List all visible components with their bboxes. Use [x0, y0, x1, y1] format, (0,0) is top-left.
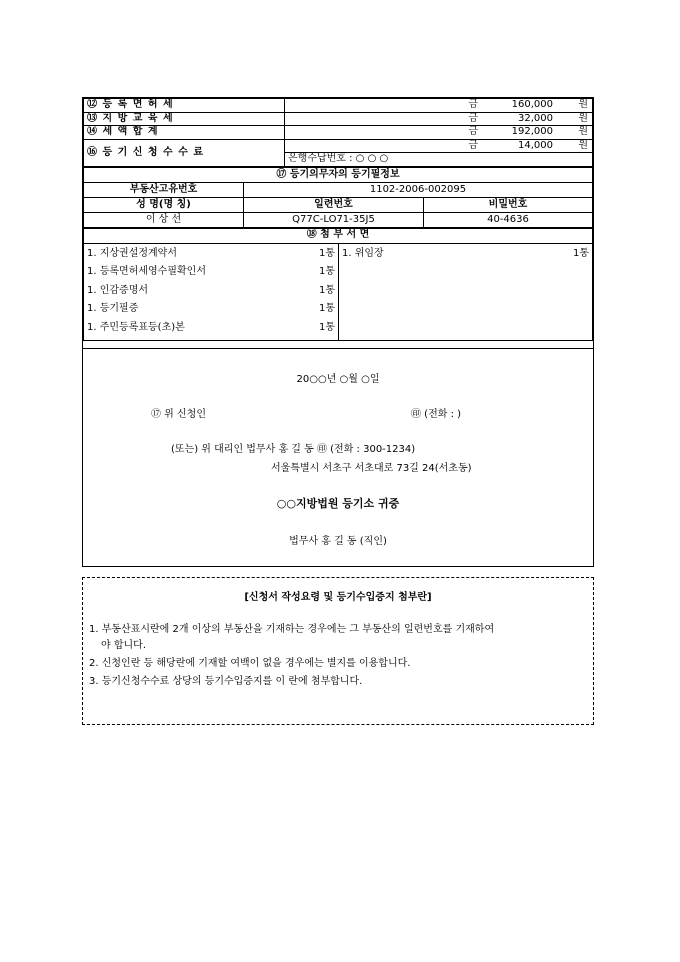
- agent-line: (또는) 위 대리인 법무사 홍 길 동 ㊞ (전화 : 300-1234): [171, 444, 416, 455]
- fee-amount: 192,000: [511, 126, 553, 138]
- fee-row: [84, 112, 593, 126]
- fee-label: ⑫ 등 록 면 허 세: [84, 99, 285, 113]
- fee-geum: 금: [468, 126, 478, 138]
- fee-amount: 160,000: [511, 99, 553, 111]
- fee-amount: 14,000: [518, 139, 553, 151]
- serial-label: 일련번호: [244, 197, 424, 212]
- fee-label: ⑬ 지 방 교 육 세: [84, 112, 285, 126]
- name-label: 성 명(명 칭): [84, 197, 244, 212]
- bank-receipt-number: 은행수납번호 : ○ ○ ○: [285, 153, 593, 167]
- guide-item: 3. 등기신청수수료 상당의 등기수입증지를 이 란에 첨부합니다.: [89, 676, 363, 687]
- guide-box: [82, 577, 594, 725]
- lawyer-seal: 법무사 홍 길 동 (직인): [289, 536, 387, 547]
- fee-table: [83, 98, 593, 167]
- fee-amount: 32,000: [518, 112, 553, 124]
- property-id-label: 부동산고유번호: [84, 182, 244, 197]
- guide-item: 2. 신청인란 등 해당란에 기재할 여백이 없을 경우에는 별지를 이용합니다.: [89, 658, 411, 669]
- name-value: 이 상 선: [84, 212, 244, 227]
- fee-geum: 금: [468, 99, 478, 111]
- attachment-item: 1. 등기필증 1통: [87, 303, 335, 314]
- attachment-item: 1. 위임장 1통: [342, 247, 589, 259]
- attachments-table: [83, 228, 593, 342]
- guide-item: 야 합니다.: [101, 640, 146, 651]
- attachment-item: 1. 지상권설정계약서 1통: [87, 247, 335, 259]
- password-label: 비밀번호: [424, 197, 593, 212]
- fee-row: [84, 99, 593, 113]
- fee-unit: 원: [578, 126, 588, 138]
- signature-section: [83, 348, 593, 566]
- agent-address: 서울특별시 서초구 서초대로 73길 24(서초동): [271, 463, 472, 474]
- application-form: [82, 97, 594, 567]
- guide-item: 1. 부동산표시란에 2개 이상의 부동산을 기재하는 경우에는 그 부동산의 일련번호를 기재하여: [89, 624, 495, 635]
- attachments-title: ⑱ 첨 부 서 면: [84, 228, 593, 243]
- password-value: 40-4636: [424, 212, 593, 227]
- attachment-item: 1. 등록면허세영수필확인서 1통: [87, 266, 335, 277]
- fee-row: [84, 139, 593, 153]
- attachment-item: 1. 인감증명서 1통: [87, 284, 335, 296]
- fee-geum: 금: [468, 112, 478, 124]
- registration-info-table: [83, 167, 593, 228]
- applicant-seal-phone: ㊞ (전화 : ): [411, 409, 462, 420]
- property-id-value: 1102-2006-002095: [244, 182, 593, 197]
- serial-value: Q77C-LO71-35J5: [244, 212, 424, 227]
- attachment-item: 1. 주민등록표등(초)본 1통: [87, 321, 335, 333]
- fee-unit: 원: [578, 99, 588, 111]
- fee-unit: 원: [578, 112, 588, 124]
- registration-info-title: ⑰ 등기의무자의 등기필정보: [84, 167, 593, 182]
- fee-geum: 금: [468, 139, 478, 151]
- applicant-label: ⑰ 위 신청인: [151, 409, 206, 420]
- fee-unit: 원: [578, 139, 588, 151]
- fee-row: [84, 126, 593, 140]
- court-addressee: ○○지방법원 등기소 귀중: [276, 497, 400, 510]
- fee-label: ⑯ 등 기 신 청 수 수 료: [84, 139, 285, 166]
- guide-title: [신청서 작성요령 및 등기수입증지 첨부란]: [244, 592, 432, 603]
- application-date: 20○○년 ○월 ○일: [296, 374, 380, 385]
- fee-label: ⑭ 세 액 합 계: [84, 126, 285, 140]
